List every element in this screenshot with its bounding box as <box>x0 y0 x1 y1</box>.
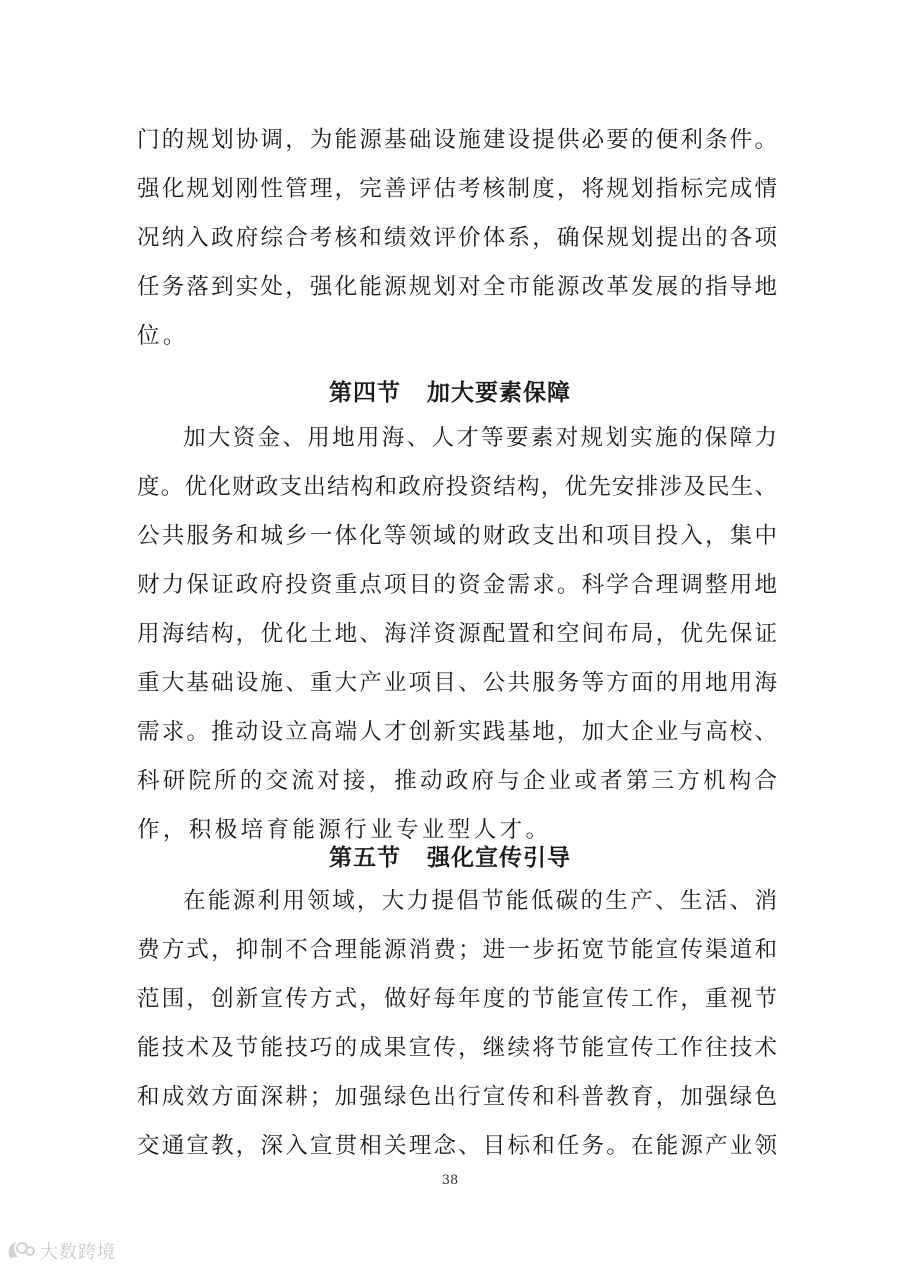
paragraph-line: 重大基础设施、重大产业项目、公共服务等方面的用地用海 <box>137 670 777 696</box>
paragraph-line: 强化规划刚性管理，完善评估考核制度，将规划指标完成情 <box>137 176 777 202</box>
section5-paragraph <box>137 877 777 1171</box>
paragraph-line: 费方式，抑制不合理能源消费；进一步拓宽节能宣传渠道和 <box>137 937 777 963</box>
watermark-text: 大数跨境 <box>40 1242 116 1263</box>
paragraph-line: 科研院所的交流对接，推动政府与企业或者第三方机构合 <box>137 768 777 794</box>
page-number: 38 <box>441 1173 459 1188</box>
section-number: 第四节 <box>329 379 401 406</box>
paragraph-line: 作，积极培育能源行业专业型人才。 <box>137 817 552 843</box>
paragraph-line: 在能源利用领域，大力提倡节能低碳的生产、生活、消 <box>183 888 777 914</box>
paragraph-line: 用海结构，优化土地、海洋资源配置和空间布局，优先保证 <box>137 621 777 647</box>
section-title: 加大要素保障 <box>427 379 571 406</box>
paragraph-line: 加大资金、用地用海、人才等要素对规划实施的保障力 <box>183 425 777 451</box>
paragraph-line: 和成效方面深耕；加强绿色出行宣传和科普教育，加强绿色 <box>137 1084 777 1110</box>
intro-paragraph <box>137 116 777 361</box>
paragraph-line: 任务落到实处，强化能源规划对全市能源改革发展的指导地 <box>137 274 777 300</box>
watermark-logo-icon <box>6 1238 36 1264</box>
section-number: 第五节 <box>329 844 401 871</box>
paragraph-line: 门的规划协调，为能源基础设施建设提供必要的便利条件。 <box>137 127 777 153</box>
section4-paragraph <box>137 414 777 855</box>
paragraph-line: 度。优化财政支出结构和政府投资结构，优先安排涉及民生、 <box>137 474 777 500</box>
paragraph-line: 财力保证政府投资重点项目的资金需求。科学合理调整用地 <box>137 572 777 598</box>
watermark <box>6 1236 116 1266</box>
paragraph-line: 况纳入政府综合考核和绩效评价体系，确保规划提出的各项 <box>137 225 777 251</box>
paragraph-line: 交通宣教，深入宣贯相关理念、目标和任务。在能源产业领 <box>137 1133 777 1159</box>
paragraph-line: 能技术及节能技巧的成果宣传，继续将节能宣传工作往技术 <box>137 1035 777 1061</box>
section-title: 强化宣传引导 <box>427 844 571 871</box>
paragraph-line: 范围，创新宣传方式，做好每年度的节能宣传工作，重视节 <box>137 986 777 1012</box>
section-heading <box>0 373 900 413</box>
paragraph-line: 需求。推动设立高端人才创新实践基地，加大企业与高校、 <box>137 719 777 745</box>
section-heading <box>0 838 900 878</box>
paragraph-line: 公共服务和城乡一体化等领域的财政支出和项目投入，集中 <box>137 523 777 549</box>
paragraph-line: 位。 <box>137 323 189 349</box>
